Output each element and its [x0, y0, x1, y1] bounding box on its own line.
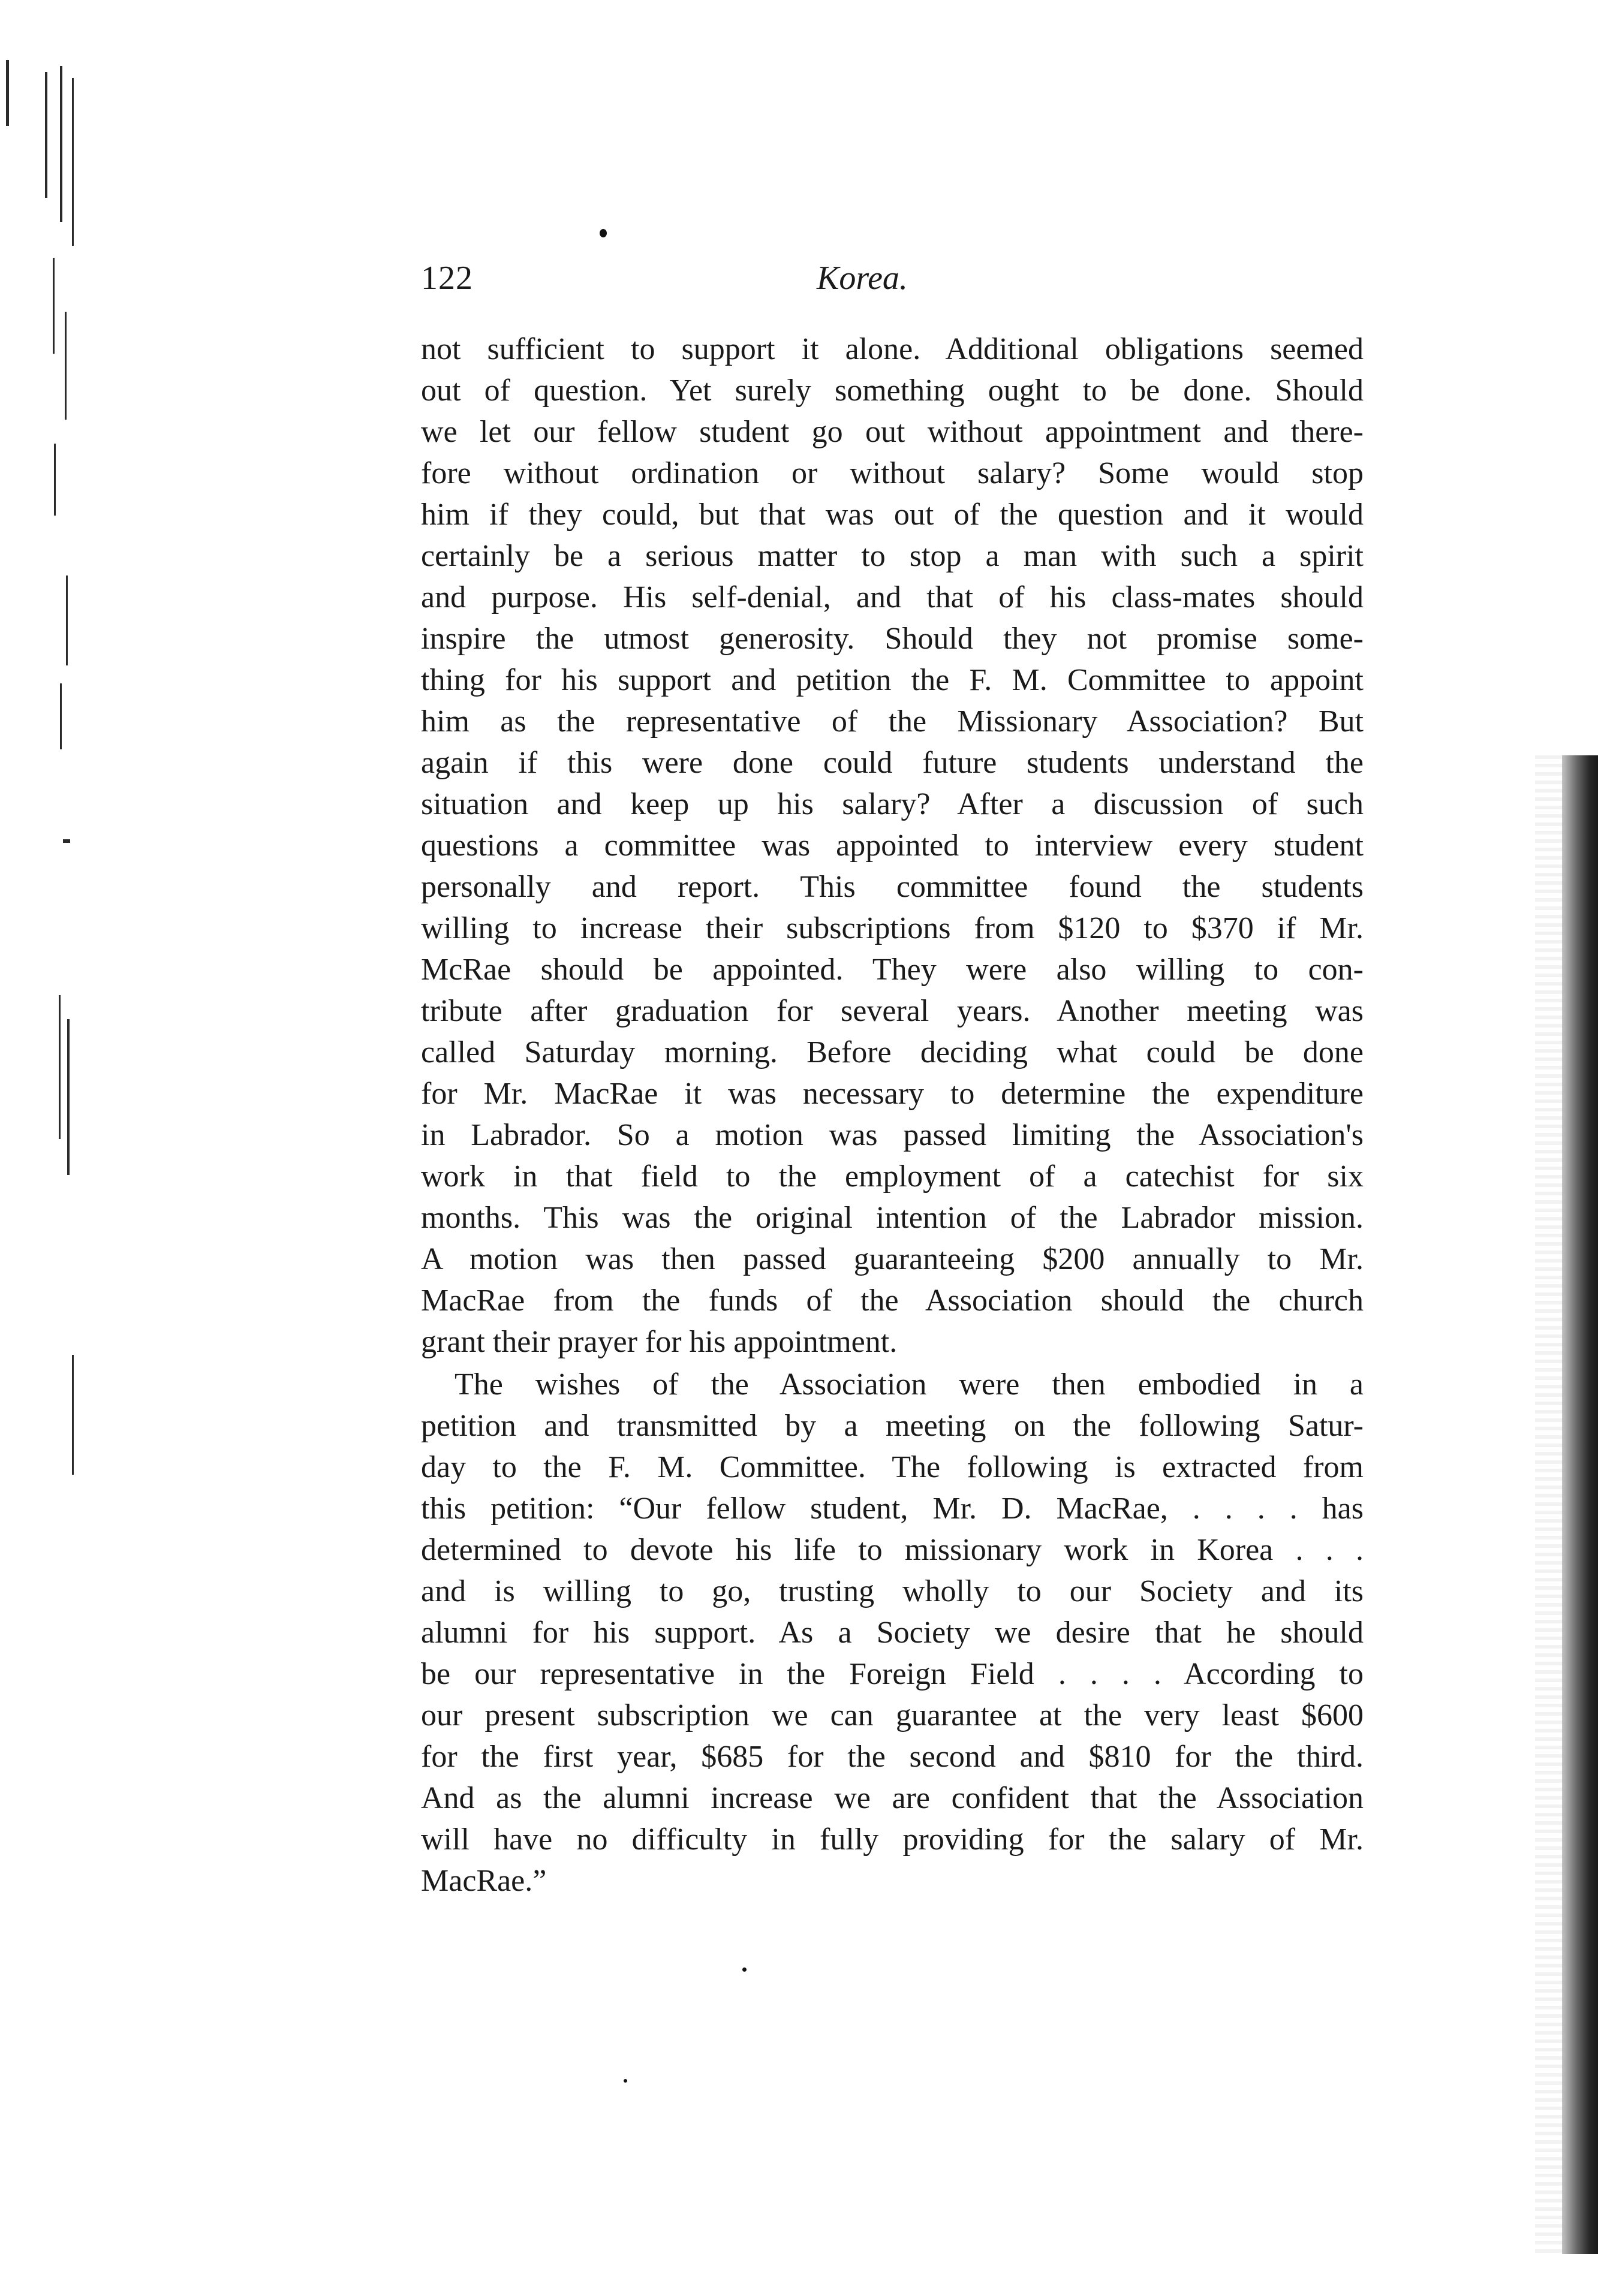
text-line: fore without ordination or without salary? Some would stop — [421, 456, 1364, 490]
gutter-mark — [60, 66, 62, 222]
text-line: called Saturday morning. Before deciding what could be done — [421, 1035, 1364, 1069]
text-line: and is willing to go, trusting wholly to our Society and its — [421, 1574, 1364, 1608]
text-line: for the first year, $685 for the second and $810 for the third. — [421, 1740, 1364, 1774]
gutter-mark — [60, 683, 62, 749]
text-line: MacRae from the funds of the Association should the church — [421, 1283, 1364, 1318]
scan-gutter-artifacts — [0, 60, 102, 1199]
text-line: MacRae.” — [421, 1864, 547, 1898]
ink-speck — [624, 2079, 627, 2083]
binding-shadow-fade — [1535, 755, 1565, 2254]
text-line: again if this were done could future students understand the — [421, 746, 1364, 780]
text-line: certainly be a serious matter to stop a man with such a spirit — [421, 539, 1364, 573]
text-line: out of question. Yet surely something ought to be done. Should — [421, 373, 1364, 408]
text-line: tribute after graduation for several years. Another meeting was — [421, 994, 1364, 1028]
text-line: petition and transmitted by a meeting on the following Satur- — [421, 1409, 1364, 1443]
text-line: personally and report. This committee found the students — [421, 870, 1364, 904]
ink-speck — [600, 229, 607, 237]
text-line: thing for his support and petition the F. M. Committee to appoint — [421, 663, 1364, 697]
gutter-mark — [72, 1355, 74, 1475]
ink-speck — [742, 1967, 747, 1972]
text-line: this petition: “Our fellow student, Mr. D. MacRae, . . . . has — [421, 1492, 1364, 1526]
binding-shadow — [1562, 755, 1598, 2254]
gutter-mark — [72, 78, 74, 246]
running-head: Korea. — [817, 260, 908, 297]
gutter-mark — [54, 444, 56, 516]
gutter-mark — [45, 72, 47, 198]
body-text — [421, 329, 1364, 1902]
text-line: The wishes of the Association were then embodied in a — [455, 1367, 1364, 1402]
text-line: work in that field to the employment of a catechist for six — [421, 1159, 1364, 1194]
text-line: we let our fellow student go out without appointment and there- — [421, 415, 1364, 449]
text-line: McRae should be appointed. They were also willing to con- — [421, 953, 1364, 987]
text-line: will have no difficulty in fully providing for the salary of Mr. — [421, 1822, 1364, 1857]
text-line: situation and keep up his salary? After a discussion of such — [421, 787, 1364, 821]
text-line: in Labrador. So a motion was passed limiting the Association's — [421, 1118, 1364, 1152]
text-line: be our representative in the Foreign Field . . . . According to — [421, 1657, 1364, 1691]
gutter-mark — [67, 1019, 70, 1175]
text-line: willing to increase their subscriptions from $120 to $370 if Mr. — [421, 911, 1364, 945]
text-line: him as the representative of the Missionary Association? But — [421, 704, 1364, 739]
text-line: questions a committee was appointed to interview every student — [421, 828, 1364, 863]
gutter-mark — [65, 312, 67, 420]
text-line: determined to devote his life to missionary work in Korea . . . — [421, 1533, 1364, 1567]
text-line: grant their prayer for his appointment. — [421, 1325, 898, 1359]
text-line: day to the F. M. Committee. The following is extracted from — [421, 1450, 1364, 1484]
page-header — [421, 259, 1368, 307]
text-line: And as the alumni increase we are confident that the Association — [421, 1781, 1364, 1815]
text-line: inspire the utmost generosity. Should they not promise some- — [421, 622, 1364, 656]
text-line: our present subscription we can guarantee at the very least $600 — [421, 1698, 1364, 1732]
text-line: A motion was then passed guaranteeing $200 annually to Mr. — [421, 1242, 1364, 1276]
gutter-mark — [59, 995, 61, 1139]
text-line: months. This was the original intention of the Labrador mission. — [421, 1201, 1364, 1235]
page-number: 122 — [421, 260, 473, 297]
text-line: not sufficient to support it alone. Additional obligations seemed — [421, 332, 1364, 366]
text-line: him if they could, but that was out of the question and it would — [421, 498, 1364, 532]
gutter-mark — [53, 258, 55, 354]
text-line: and purpose. His self-denial, and that of his class-mates should — [421, 580, 1364, 614]
text-line: for Mr. MacRae it was necessary to determine the expenditure — [421, 1077, 1364, 1111]
gutter-mark — [6, 60, 9, 126]
text-line: alumni for his support. As a Society we desire that he should — [421, 1616, 1364, 1650]
gutter-mark — [66, 575, 68, 665]
gutter-mark — [63, 839, 70, 843]
